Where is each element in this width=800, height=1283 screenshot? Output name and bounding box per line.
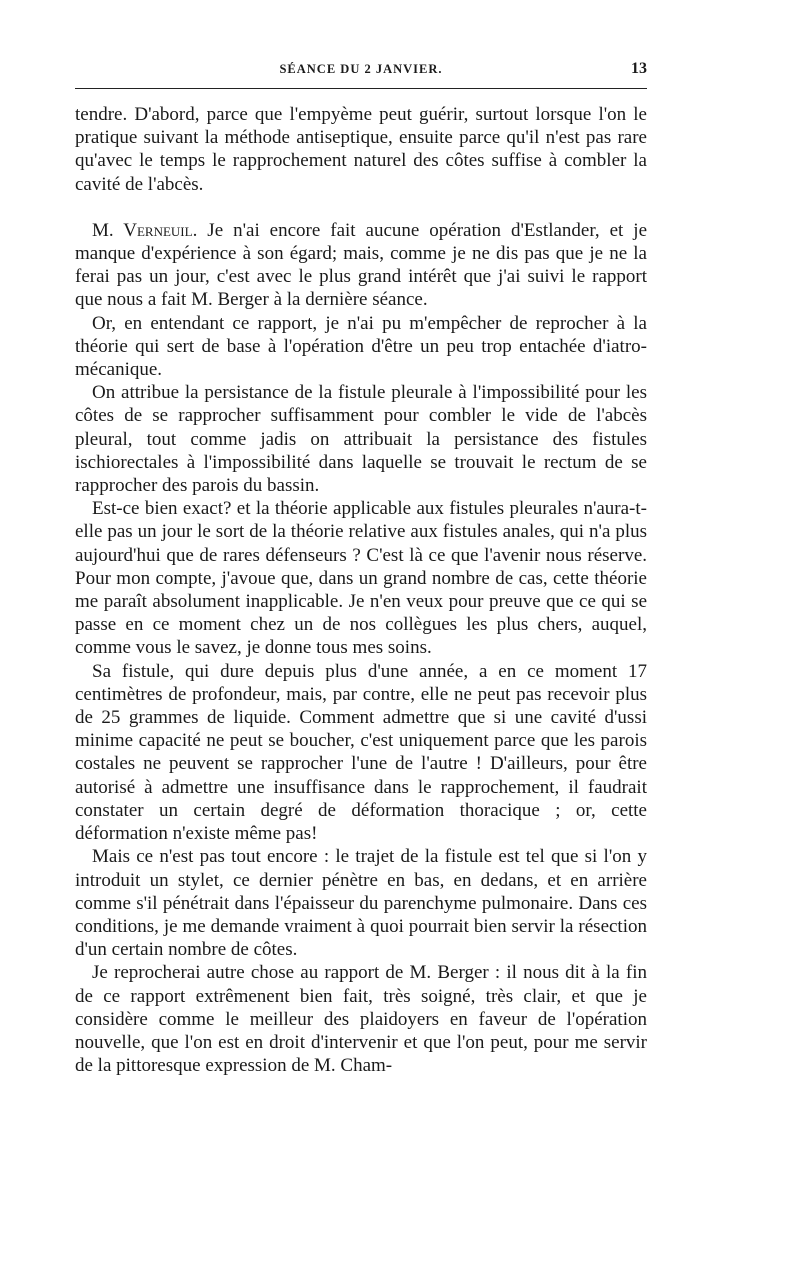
running-head-title: SÉANCE DU 2 JANVIER. [279, 62, 443, 76]
paragraph-7: Mais ce n'est pas tout encore : le trajet de la fistule est tel que si l'on y introduit un stylet, ce dernier pénètre en bas, en dedans, et en arrière comme s'il pénétrait dans l'épaisseur du parenchyme pulmonaire. Dans ces conditions, je me demande vraiment à quoi pourrait bien servir la résection d'un certain nombre de côtes. [75, 846, 647, 961]
paragraph-5: Est-ce bien exact? et la théorie applicable aux fistules pleurales n'aura-t-elle pas un jour le sort de la théorie relative aux fistules anales, qui n'a plus aujourd'hui que de rares défenseurs ? C'est là ce que l'avenir nous réserve. Pour mon compte, j'avoue que, dans un grand nombre de cas, cette théorie me paraît absolument inapplicable. Je n'en veux pour preuve que ce qui se passe en ce moment chez un de nos collègues les plus chers, auquel, comme vous le savez, je donne tous mes soins. [75, 498, 647, 659]
body-text [75, 103, 647, 1077]
paragraph-2-text: Je n'ai encore fait aucune opération d'Estlander, et je manque d'expérience à son égard; mais, comme je ne dis pas que je ne la ferai pas un jour, c'est avec le plus grand intérêt que j'ai suivi le rapport que nous a fait M. Berger à la dernière séance. [75, 219, 648, 311]
paragraph-2 [75, 219, 647, 312]
paragraph-3: Or, en entendant ce rapport, je n'ai pu m'empêcher de reprocher à la théorie qui sert de base à l'opération d'être un peu trop entachée d'iatro-mécanique. [75, 312, 647, 381]
paragraph-4: On attribue la persistance de la fistule pleurale à l'impossibilité pour les côtes de se rapprocher suffisamment pour combler le vide de l'abcès pleural, tout comme jadis on attribuait la persistance des fistules ischiorectales à l'impossibilité dans laquelle se trouvait le rectum de se rapprocher des parois du bassin. [75, 382, 647, 497]
running-head [75, 62, 647, 82]
speaker-name: M. Verneuil. [92, 219, 198, 241]
paragraph-8: Je reprocherai autre chose au rapport de M. Berger : il nous dit à la fin de ce rapport extrêmenent bien fait, très soigné, très clair, et que je considère comme le meilleur des plaidoyers en faveur de l'opération nouvelle, que l'on est en droit d'intervenir et que l'on peut, pour me servir de la pittoresque expression de M. Cham- [75, 962, 647, 1077]
paragraph-6: Sa fistule, qui dure depuis plus d'une année, a en ce moment 17 centimètres de profondeur, mais, par contre, elle ne peut pas recevoir plus de 25 grammes de liquide. Comment admettre que si une cavité d'ussi minime capacité ne peut se boucher, c'est uniquement parce que les parois costales ne peuvent se rapprocher l'une de l'autre ! D'ailleurs, pour être autorisé à admettre une insuffisance dans le rapprochement, il faudrait constater un certain degré de déformation thoracique ; or, cette déformation n'existe même pas! [75, 660, 647, 845]
header-rule [75, 88, 647, 89]
paragraph-1: tendre. D'abord, parce que l'empyème peut guérir, surtout lorsque l'on le pratique suivant la méthode antiseptique, ensuite parce qu'il n'est pas rare qu'avec le temps le rapprochement naturel des côtes suffise à combler la cavité de l'abcès. [75, 104, 647, 195]
page-number: 13 [631, 60, 647, 77]
